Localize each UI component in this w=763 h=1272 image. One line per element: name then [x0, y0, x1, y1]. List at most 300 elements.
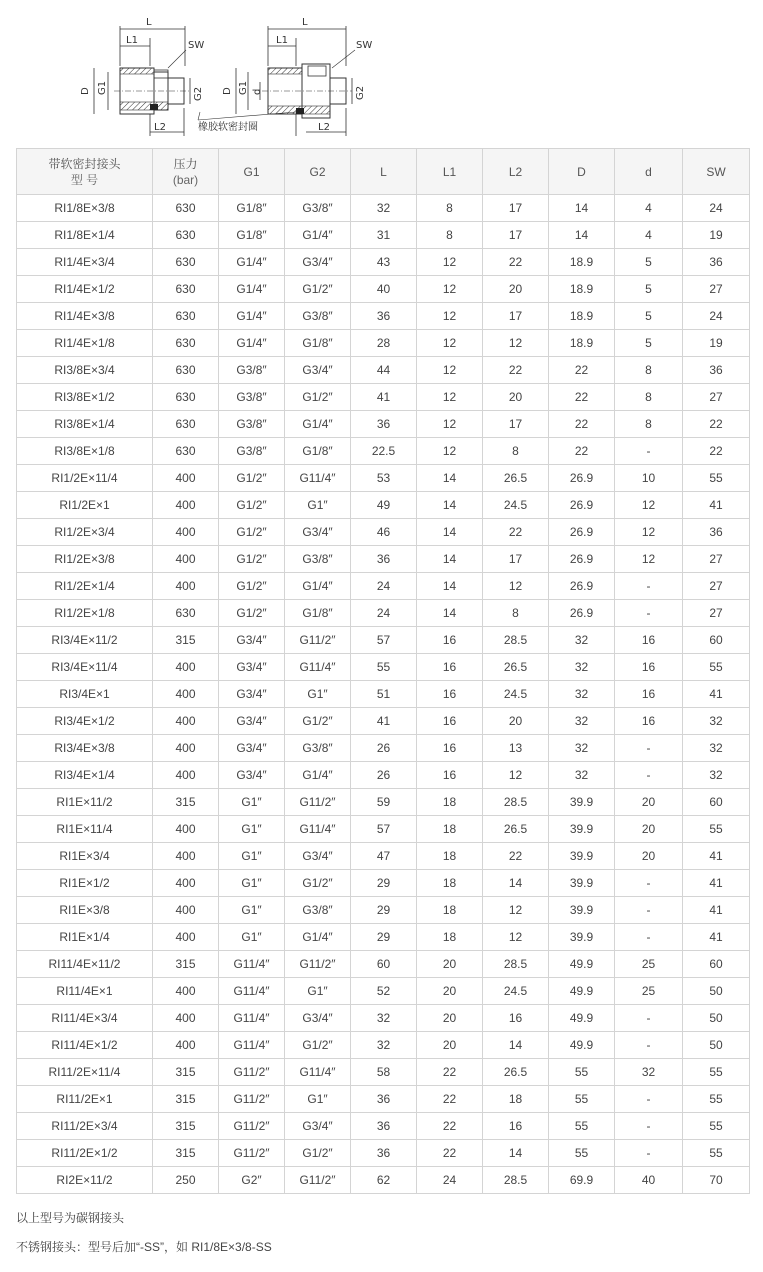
table-cell: -: [615, 438, 683, 465]
table-row: [17, 816, 750, 843]
table-cell: RI3/8E×1/2: [17, 384, 153, 411]
table-row: [17, 1086, 750, 1113]
table-cell: RI11/2E×1/2: [17, 1140, 153, 1167]
right-label-D: D: [222, 87, 233, 95]
table-cell: G11/2″: [285, 627, 351, 654]
table-row: [17, 708, 750, 735]
table-cell: 400: [153, 735, 219, 762]
table-cell: G3/4″: [219, 627, 285, 654]
table-cell: RI11/4E×11/2: [17, 951, 153, 978]
left-label-G1: G1: [97, 80, 108, 95]
table-cell: RI1/2E×1/8: [17, 600, 153, 627]
table-cell: G1/8″: [285, 600, 351, 627]
table-cell: G3/8″: [219, 438, 285, 465]
right-label-L: L: [302, 17, 308, 28]
table-cell: 16: [615, 654, 683, 681]
table-row: [17, 843, 750, 870]
column-header: [549, 149, 615, 195]
column-header: [615, 149, 683, 195]
table-cell: 18: [417, 789, 483, 816]
table-cell: 400: [153, 1005, 219, 1032]
table-cell: 24: [417, 1167, 483, 1194]
table-cell: 41: [683, 924, 750, 951]
table-cell: 12: [483, 897, 549, 924]
table-cell: 32: [351, 1005, 417, 1032]
table-cell: RI1/8E×1/4: [17, 222, 153, 249]
table-cell: 400: [153, 492, 219, 519]
table-cell: -: [615, 1032, 683, 1059]
table-cell: 40: [615, 1167, 683, 1194]
table-row: [17, 978, 750, 1005]
table-cell: 22: [549, 438, 615, 465]
table-cell: G3/8″: [285, 546, 351, 573]
table-cell: 400: [153, 573, 219, 600]
table-cell: 22: [683, 438, 750, 465]
table-cell: 315: [153, 1113, 219, 1140]
right-label-G2: G2: [355, 85, 366, 100]
table-cell: G1/4″: [219, 303, 285, 330]
table-cell: 57: [351, 816, 417, 843]
table-cell: G1″: [219, 843, 285, 870]
table-cell: 27: [683, 276, 750, 303]
column-header-label: L2: [508, 164, 523, 179]
table-cell: G1″: [219, 897, 285, 924]
table-cell: 16: [417, 681, 483, 708]
table-cell: 32: [351, 1032, 417, 1059]
table-row: [17, 546, 750, 573]
table-cell: RI1/2E×1/4: [17, 573, 153, 600]
table-cell: 32: [549, 735, 615, 762]
table-cell: 630: [153, 276, 219, 303]
table-cell: RI1/2E×3/4: [17, 519, 153, 546]
table-row: [17, 303, 750, 330]
table-cell: 32: [615, 1059, 683, 1086]
left-label-G2: G2: [193, 86, 204, 101]
left-fitting-drawing: [80, 17, 204, 136]
table-cell: 70: [683, 1167, 750, 1194]
table-cell: 49.9: [549, 951, 615, 978]
table-cell: 41: [683, 843, 750, 870]
table-cell: G3/4″: [285, 1113, 351, 1140]
table-cell: G1/4″: [285, 573, 351, 600]
table-cell: RI3/4E×3/8: [17, 735, 153, 762]
table-cell: 630: [153, 303, 219, 330]
table-cell: 5: [615, 330, 683, 357]
table-row: [17, 492, 750, 519]
column-header-label: G1: [243, 164, 260, 179]
table-cell: 52: [351, 978, 417, 1005]
table-cell: 18: [417, 816, 483, 843]
table-cell: 41: [683, 870, 750, 897]
table-cell: RI1/2E×3/8: [17, 546, 153, 573]
table-row: [17, 222, 750, 249]
column-header-sublabel: 型 号: [70, 172, 99, 187]
table-cell: 62: [351, 1167, 417, 1194]
table-cell: 55: [549, 1140, 615, 1167]
table-cell: 55: [549, 1059, 615, 1086]
table-cell: RI3/8E×3/4: [17, 357, 153, 384]
table-cell: 32: [683, 708, 750, 735]
table-cell: 14: [417, 465, 483, 492]
table-cell: 8: [417, 195, 483, 222]
table-cell: 4: [615, 195, 683, 222]
table-cell: 26.5: [483, 1059, 549, 1086]
table-cell: 55: [683, 654, 750, 681]
table-cell: G1/8″: [285, 438, 351, 465]
table-cell: 24: [683, 195, 750, 222]
table-cell: 400: [153, 681, 219, 708]
table-cell: 22: [417, 1140, 483, 1167]
table-cell: 41: [683, 681, 750, 708]
table-cell: 315: [153, 789, 219, 816]
table-cell: RI2E×11/2: [17, 1167, 153, 1194]
table-row: [17, 195, 750, 222]
table-cell: 18.9: [549, 303, 615, 330]
table-cell: RI1E×3/4: [17, 843, 153, 870]
table-cell: G1/2″: [219, 519, 285, 546]
table-cell: 630: [153, 330, 219, 357]
table-cell: RI1/8E×3/8: [17, 195, 153, 222]
table-cell: G1″: [219, 789, 285, 816]
table-cell: RI1/4E×3/4: [17, 249, 153, 276]
table-cell: 26.9: [549, 573, 615, 600]
table-cell: -: [615, 735, 683, 762]
table-cell: 36: [351, 1140, 417, 1167]
table-cell: 14: [549, 195, 615, 222]
table-cell: RI3/4E×11/4: [17, 654, 153, 681]
column-header: [683, 149, 750, 195]
table-cell: -: [615, 1086, 683, 1113]
table-cell: 58: [351, 1059, 417, 1086]
table-cell: 29: [351, 924, 417, 951]
table-cell: G3/8″: [219, 357, 285, 384]
table-cell: 29: [351, 897, 417, 924]
table-cell: 55: [549, 1086, 615, 1113]
table-cell: G1/2″: [285, 870, 351, 897]
table-cell: 17: [483, 222, 549, 249]
left-label-D: D: [80, 87, 91, 95]
right-label-d: d: [252, 88, 263, 95]
table-cell: 27: [683, 384, 750, 411]
table-cell: 22: [549, 411, 615, 438]
table-row: [17, 951, 750, 978]
table-cell: 16: [483, 1005, 549, 1032]
right-label-G1: G1: [238, 80, 249, 95]
table-cell: 24: [683, 303, 750, 330]
table-cell: G1/2″: [219, 546, 285, 573]
table-cell: -: [615, 1113, 683, 1140]
table-cell: 47: [351, 843, 417, 870]
column-header: [417, 149, 483, 195]
table-cell: 315: [153, 951, 219, 978]
table-cell: G1″: [219, 816, 285, 843]
table-cell: G1/8″: [219, 195, 285, 222]
table-cell: 18.9: [549, 249, 615, 276]
table-cell: 14: [417, 573, 483, 600]
table-cell: 32: [549, 762, 615, 789]
table-cell: 25: [615, 951, 683, 978]
table-cell: 18.9: [549, 330, 615, 357]
table-cell: G1″: [285, 1086, 351, 1113]
table-cell: 22: [483, 519, 549, 546]
table-cell: G11/4″: [285, 654, 351, 681]
table-cell: 50: [683, 1005, 750, 1032]
table-cell: 32: [549, 708, 615, 735]
table-cell: G11/2″: [219, 1113, 285, 1140]
table-cell: G1″: [285, 978, 351, 1005]
table-cell: G3/4″: [219, 735, 285, 762]
table-cell: 51: [351, 681, 417, 708]
table-cell: G11/2″: [285, 1167, 351, 1194]
table-row: [17, 438, 750, 465]
table-cell: 400: [153, 654, 219, 681]
table-cell: G1″: [219, 870, 285, 897]
table-cell: 20: [615, 843, 683, 870]
spec-table: [16, 148, 750, 1194]
table-cell: 20: [483, 708, 549, 735]
table-cell: 5: [615, 249, 683, 276]
table-cell: 22: [549, 357, 615, 384]
table-cell: 14: [417, 519, 483, 546]
table-cell: RI1/4E×1/2: [17, 276, 153, 303]
table-cell: 57: [351, 627, 417, 654]
table-cell: 14: [483, 1140, 549, 1167]
table-cell: 26.9: [549, 492, 615, 519]
table-cell: 5: [615, 276, 683, 303]
table-cell: 46: [351, 519, 417, 546]
table-cell: 630: [153, 600, 219, 627]
table-cell: G3/4″: [285, 357, 351, 384]
table-cell: 50: [683, 1032, 750, 1059]
table-cell: -: [615, 1005, 683, 1032]
table-cell: 20: [417, 1032, 483, 1059]
table-cell: 26: [351, 735, 417, 762]
table-cell: 16: [483, 1113, 549, 1140]
table-cell: 28.5: [483, 951, 549, 978]
table-cell: RI1E×3/8: [17, 897, 153, 924]
table-cell: G11/4″: [285, 1059, 351, 1086]
table-cell: 12: [417, 438, 483, 465]
table-cell: 315: [153, 627, 219, 654]
table-cell: 59: [351, 789, 417, 816]
table-row: [17, 573, 750, 600]
table-cell: G1/2″: [285, 708, 351, 735]
table-cell: G11/4″: [219, 1005, 285, 1032]
table-cell: 8: [483, 438, 549, 465]
table-cell: RI3/4E×1/4: [17, 762, 153, 789]
table-cell: 36: [351, 1113, 417, 1140]
table-cell: 44: [351, 357, 417, 384]
table-cell: G11/4″: [219, 978, 285, 1005]
table-row: [17, 600, 750, 627]
table-cell: 315: [153, 1086, 219, 1113]
table-cell: 39.9: [549, 789, 615, 816]
left-label-L1: L1: [126, 35, 138, 46]
table-cell: 630: [153, 411, 219, 438]
right-label-SW: SW: [356, 40, 373, 51]
note-stainless-steel: 不锈钢接头：型号后加“-SS”，如 RI1/8E×3/8-SS: [16, 1240, 272, 1254]
table-cell: G3/4″: [219, 681, 285, 708]
table-cell: 400: [153, 978, 219, 1005]
table-cell: 24.5: [483, 681, 549, 708]
table-cell: G1/8″: [219, 222, 285, 249]
table-cell: 8: [483, 600, 549, 627]
table-cell: G11/4″: [219, 951, 285, 978]
table-cell: -: [615, 600, 683, 627]
table-row: [17, 1059, 750, 1086]
table-cell: G1/2″: [219, 573, 285, 600]
table-cell: 26.9: [549, 600, 615, 627]
table-cell: 36: [683, 357, 750, 384]
right-label-L2: L2: [318, 122, 330, 133]
table-cell: G3/4″: [285, 843, 351, 870]
table-row: [17, 519, 750, 546]
column-header-sublabel: (bar): [172, 172, 199, 187]
table-cell: 400: [153, 708, 219, 735]
table-cell: G1″: [285, 681, 351, 708]
table-cell: 12: [417, 276, 483, 303]
table-cell: 630: [153, 249, 219, 276]
table-cell: G1/2″: [285, 1140, 351, 1167]
table-cell: 14: [483, 870, 549, 897]
table-cell: 39.9: [549, 843, 615, 870]
table-cell: G3/4″: [219, 654, 285, 681]
table-cell: 55: [683, 465, 750, 492]
table-cell: 25: [615, 978, 683, 1005]
table-cell: 36: [351, 411, 417, 438]
table-cell: G1/4″: [285, 411, 351, 438]
table-cell: 26: [351, 762, 417, 789]
table-cell: 24.5: [483, 978, 549, 1005]
table-row: [17, 654, 750, 681]
table-cell: G1/4″: [285, 762, 351, 789]
table-cell: G3/8″: [219, 384, 285, 411]
table-cell: 20: [417, 978, 483, 1005]
table-cell: RI1/2E×1: [17, 492, 153, 519]
table-cell: 36: [351, 546, 417, 573]
table-cell: 55: [683, 1140, 750, 1167]
table-cell: 41: [351, 708, 417, 735]
table-cell: -: [615, 870, 683, 897]
table-cell: 31: [351, 222, 417, 249]
table-cell: G3/8″: [285, 303, 351, 330]
table-body: [17, 195, 750, 1194]
table-cell: 55: [683, 1086, 750, 1113]
table-cell: G1/4″: [219, 276, 285, 303]
table-cell: 8: [615, 384, 683, 411]
table-cell: 39.9: [549, 816, 615, 843]
table-cell: 36: [683, 249, 750, 276]
table-row: [17, 249, 750, 276]
table-cell: 630: [153, 357, 219, 384]
table-cell: 12: [417, 384, 483, 411]
table-row: [17, 897, 750, 924]
table-cell: 49.9: [549, 1032, 615, 1059]
column-header-label: 压力: [173, 156, 198, 171]
table-cell: G11/4″: [219, 1032, 285, 1059]
table-cell: 12: [417, 330, 483, 357]
table-cell: -: [615, 897, 683, 924]
table-cell: G1/2″: [285, 384, 351, 411]
table-cell: 12: [417, 303, 483, 330]
table-cell: -: [615, 924, 683, 951]
table-cell: 14: [417, 492, 483, 519]
table-cell: 28.5: [483, 1167, 549, 1194]
table-row: [17, 1140, 750, 1167]
table-cell: 29: [351, 870, 417, 897]
table-cell: -: [615, 762, 683, 789]
table-cell: 22: [483, 249, 549, 276]
table-cell: -: [615, 573, 683, 600]
table-cell: RI1/4E×3/8: [17, 303, 153, 330]
table-cell: 18: [417, 843, 483, 870]
table-cell: 16: [417, 735, 483, 762]
table-cell: 22: [417, 1086, 483, 1113]
table-cell: G1/4″: [285, 222, 351, 249]
table-cell: 8: [615, 357, 683, 384]
table-cell: 19: [683, 330, 750, 357]
table-cell: 12: [417, 411, 483, 438]
column-header-label: 带软密封接头: [48, 156, 121, 171]
table-cell: 12: [483, 762, 549, 789]
table-cell: 17: [483, 303, 549, 330]
column-header: [153, 149, 219, 195]
table-cell: 20: [615, 789, 683, 816]
note-carbon-steel: 以上型号为碳钢接头: [16, 1211, 125, 1225]
table-cell: G3/8″: [285, 195, 351, 222]
table-cell: G3/4″: [285, 249, 351, 276]
table-cell: G1/2″: [285, 276, 351, 303]
table-cell: 400: [153, 816, 219, 843]
table-cell: 14: [549, 222, 615, 249]
table-row: [17, 681, 750, 708]
table-cell: G3/4″: [219, 708, 285, 735]
column-header-label: L1: [442, 164, 457, 179]
table-cell: 32: [549, 654, 615, 681]
table-cell: 55: [683, 816, 750, 843]
table-row: [17, 1005, 750, 1032]
table-cell: 53: [351, 465, 417, 492]
table-cell: 250: [153, 1167, 219, 1194]
table-cell: 26.9: [549, 519, 615, 546]
table-cell: G3/4″: [285, 519, 351, 546]
table-cell: G3/4″: [219, 762, 285, 789]
table-cell: 12: [615, 519, 683, 546]
table-cell: RI11/2E×3/4: [17, 1113, 153, 1140]
table-cell: 400: [153, 843, 219, 870]
seal-label: 橡胶软密封圈: [198, 122, 258, 133]
table-cell: 41: [683, 897, 750, 924]
table-cell: 16: [615, 681, 683, 708]
table-row: [17, 627, 750, 654]
table-cell: 16: [615, 708, 683, 735]
table-cell: 26.9: [549, 546, 615, 573]
table-cell: RI11/2E×1: [17, 1086, 153, 1113]
table-cell: 55: [549, 1113, 615, 1140]
table-row: [17, 1113, 750, 1140]
table-cell: 28.5: [483, 789, 549, 816]
table-cell: G11/2″: [219, 1140, 285, 1167]
table-cell: 26.5: [483, 654, 549, 681]
table-cell: 22.5: [351, 438, 417, 465]
table-cell: G1″: [219, 924, 285, 951]
column-header-label: D: [577, 164, 586, 179]
table-row: [17, 465, 750, 492]
table-cell: 16: [417, 627, 483, 654]
table-cell: 28: [351, 330, 417, 357]
table-cell: G11/4″: [285, 816, 351, 843]
table-cell: 22: [683, 411, 750, 438]
